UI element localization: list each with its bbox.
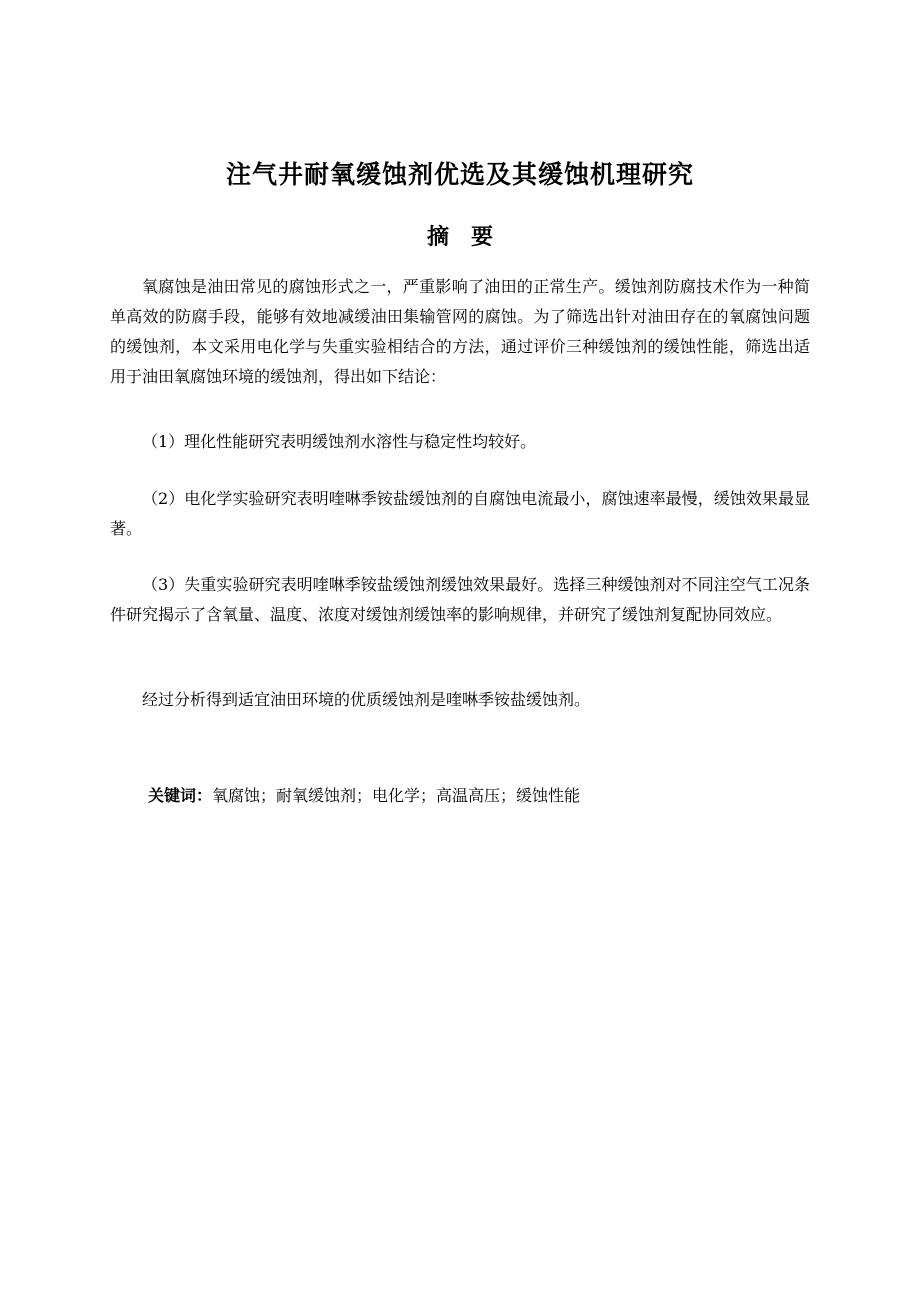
keywords-line: [148, 783, 808, 809]
paragraph-text: 氧腐蚀是油田常见的腐蚀形式之一，严重影响了油田的正常生产。缓蚀剂防腐技术作为一种简单高效的防腐手段，能够有效地减缓油田集输管网的腐蚀。为了筛选出针对油田存在的氧腐蚀问题的缓蚀剂，本文采用电化学与失重实验相结合的方法，通过评价三种缓蚀剂的缓蚀性能，筛选出适用于油田氧腐蚀环境的缓蚀剂，得出如下结论：: [110, 277, 810, 386]
paragraph-text: 经过分析得到适宜油田环境的优质缓蚀剂是喹啉季铵盐缓蚀剂。: [142, 690, 591, 709]
paragraph-text: （1）理化性能研究表明缓蚀剂水溶性与稳定性均较好。: [142, 432, 537, 451]
keywords-label: 关键词：: [148, 786, 213, 805]
conclusion-item-3: [110, 570, 810, 630]
paragraph-text: （3）失重实验研究表明喹啉季铵盐缓蚀剂缓蚀效果最好。选择三种缓蚀剂对不同注空气工况条件研究揭示了含氧量、温度、浓度对缓蚀剂缓蚀率的影响规律，并研究了缓蚀剂复配协同效应。: [110, 575, 810, 624]
abstract-heading: 摘要: [426, 225, 515, 250]
abstract-paragraph-summary: [110, 685, 810, 715]
document-title: 注气井耐氧缓蚀剂优选及其缓蚀机理研究: [225, 160, 694, 189]
keywords-text: 氧腐蚀；耐氧缓蚀剂；电化学；高温高压；缓蚀性能: [212, 786, 581, 805]
abstract-paragraph-intro: [110, 272, 810, 392]
conclusion-item-2: [110, 484, 810, 544]
conclusion-item-1: [110, 427, 810, 457]
paragraph-text: （2）电化学实验研究表明喹啉季铵盐缓蚀剂的自腐蚀电流最小，腐蚀速率最慢，缓蚀效果最显著。: [110, 489, 810, 538]
